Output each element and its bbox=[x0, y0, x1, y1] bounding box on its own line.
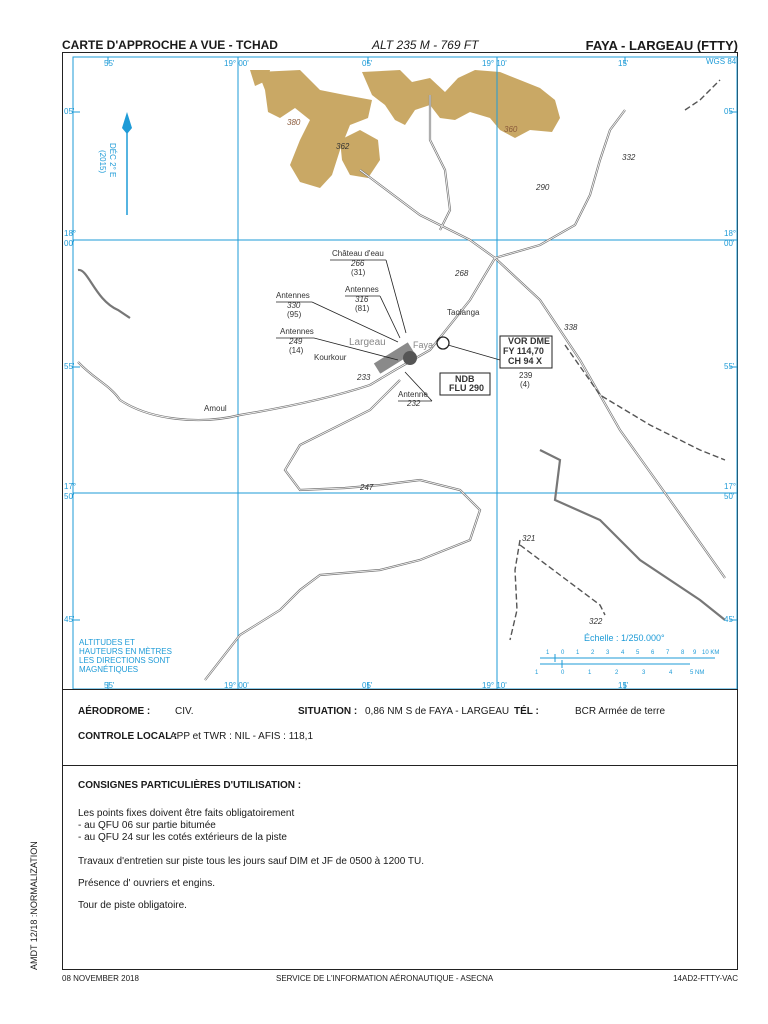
wgs84-label: WGS 84 bbox=[706, 57, 737, 66]
height-268: 268 bbox=[455, 269, 469, 278]
vordme-height: 239 bbox=[519, 371, 533, 380]
tick-top-55: 55' bbox=[104, 59, 115, 68]
tick-bottom-55: 55' bbox=[104, 681, 115, 690]
tel-label: TÉL : bbox=[514, 706, 539, 717]
tick-right-50: 50' bbox=[724, 492, 735, 501]
border-ticks bbox=[73, 57, 737, 689]
tick-bottom-1910: 19° 10' bbox=[482, 681, 507, 690]
note-line-1: ALTITUDES ET bbox=[79, 638, 135, 647]
scale-km-1b: 1 bbox=[576, 650, 580, 656]
footer-date: 08 NOVEMBER 2018 bbox=[62, 974, 139, 983]
obstacle-chateau-name: Château d'eau bbox=[332, 249, 384, 258]
scale-nm-4: 4 bbox=[669, 670, 673, 676]
tick-right-45: 45' bbox=[724, 615, 735, 624]
height-362: 362 bbox=[336, 142, 350, 151]
vordme-line2: FY 114,70 bbox=[503, 346, 544, 356]
place-taolanga: Taolanga bbox=[447, 308, 480, 317]
scale-km-9: 9 bbox=[693, 650, 697, 656]
consignes-p4: Tour de piste obligatoire. bbox=[78, 900, 187, 911]
scale-nm-1b: 1 bbox=[588, 670, 592, 676]
scale-title: Échelle : 1/250.000° bbox=[584, 633, 665, 643]
tick-bottom-15: 15' bbox=[618, 681, 629, 690]
controle-label: CONTROLE LOCAL : bbox=[78, 731, 178, 742]
tel-value: BCR Armée de terre bbox=[575, 706, 666, 717]
scale-km-2: 2 bbox=[591, 650, 595, 656]
consignes-p2: Travaux d'entretien sur piste tous les jours sauf DIM et JF de 0500 à 1200 TU. bbox=[78, 856, 424, 867]
tick-bottom-05: 05' bbox=[362, 681, 373, 690]
vordme-line1: VOR DME bbox=[508, 336, 551, 346]
tick-right-17: 17° bbox=[724, 482, 737, 491]
consignes-p1: Les points fixes doivent être faits obligatoirement bbox=[78, 808, 295, 819]
obstacle-ant1-height: 316 bbox=[355, 295, 369, 304]
tick-left-00: 00' bbox=[64, 239, 75, 248]
scale-nm-2: 2 bbox=[615, 670, 619, 676]
height-233: 233 bbox=[357, 373, 371, 382]
note-line-2: HAUTEURS EN MÈTRES bbox=[79, 647, 172, 656]
scale-km-4: 4 bbox=[621, 650, 625, 656]
scale-nm-5: 5 NM bbox=[690, 670, 705, 676]
info-separator-bottom bbox=[62, 765, 738, 766]
height-360: 360 bbox=[504, 125, 518, 134]
place-faya: Faya bbox=[413, 340, 434, 350]
declination-label: DÉC 2° E bbox=[108, 143, 117, 178]
tick-bottom-1900: 19° 00' bbox=[224, 681, 249, 690]
consignes-section bbox=[78, 780, 698, 922]
tick-top-15: 15' bbox=[618, 59, 629, 68]
height-332: 332 bbox=[622, 153, 636, 162]
airport-name: FAYA - LARGEAU (FTTY) bbox=[585, 38, 738, 53]
obstacle-ant2-name: Antennes bbox=[276, 291, 310, 300]
obstacle-ant3-hauteur: (14) bbox=[289, 346, 304, 355]
consignes-p3: Présence d' ouvriers et engins. bbox=[78, 878, 215, 889]
scale-km-0: 0 bbox=[561, 650, 565, 656]
obstacle-ant3-height: 249 bbox=[289, 337, 303, 346]
tick-right-18: 18° bbox=[724, 229, 737, 238]
consignes-p1b: - au QFU 24 sur les cotés extérieurs de la piste bbox=[78, 832, 287, 843]
obstacle-ant1-name: Antennes bbox=[345, 285, 379, 294]
place-largeau: Largeau bbox=[349, 337, 386, 348]
consignes-title: CONSIGNES PARTICULIÈRES D'UTILISATION : bbox=[78, 780, 302, 791]
note-line-4: MAGNÉTIQUES bbox=[79, 665, 139, 674]
aerodrome-label: AÉRODROME : bbox=[78, 706, 151, 717]
place-kourkour: Kourkour bbox=[314, 353, 347, 362]
obstacle-ant3-name: Antennes bbox=[280, 327, 314, 336]
scale-nm-1: 1 bbox=[535, 670, 539, 676]
tick-right-05: 05' bbox=[724, 107, 735, 116]
tick-left-17: 17° bbox=[64, 482, 77, 491]
scale-km-1: 1 bbox=[546, 650, 550, 656]
info-separator-top bbox=[62, 689, 738, 690]
tick-top-1900: 19° 00' bbox=[224, 59, 249, 68]
height-290: 290 bbox=[536, 183, 550, 192]
scale-km-8: 8 bbox=[681, 650, 685, 656]
chart-title: CARTE D'APPROCHE A VUE - TCHAD bbox=[62, 38, 278, 52]
footer-code: 14AD2-FTTY-VAC bbox=[673, 974, 738, 983]
height-322: 322 bbox=[589, 617, 603, 626]
obstacle-ant1-hauteur: (81) bbox=[355, 304, 370, 313]
scale-nm-3: 3 bbox=[642, 670, 646, 676]
scale-km-7: 7 bbox=[666, 650, 670, 656]
tick-left-50: 50' bbox=[64, 492, 75, 501]
aerodrome-value: CIV. bbox=[175, 706, 194, 717]
note-line-3: LES DIRECTIONS SONT bbox=[79, 656, 171, 665]
scale-km-5: 5 bbox=[636, 650, 640, 656]
tick-right-55: 55' bbox=[724, 362, 735, 371]
declination-arrow bbox=[122, 112, 132, 215]
scale-nm-0: 0 bbox=[561, 670, 565, 676]
tick-left-05: 05' bbox=[64, 107, 75, 116]
amdt-label: AMDT 12/18 :NORMALIZATION bbox=[29, 841, 39, 970]
obstacle-ant4-name: Antenne bbox=[398, 390, 428, 399]
situation-value: 0,86 NM S de FAYA - LARGEAU bbox=[365, 706, 510, 717]
vordme-line3: CH 94 X bbox=[508, 356, 543, 366]
roads-inner bbox=[78, 95, 725, 680]
obstacle-ant2-hauteur: (95) bbox=[287, 310, 302, 319]
consignes-p1a: - au QFU 06 sur partie bitumée bbox=[78, 820, 216, 831]
obstacle-ant2-height: 330 bbox=[287, 301, 301, 310]
declination-year: (2015) bbox=[98, 150, 107, 174]
tick-top-1910: 19° 10' bbox=[482, 59, 507, 68]
height-247: 247 bbox=[360, 483, 374, 492]
footer-service: SERVICE DE L'INFORMATION AÉRONAUTIQUE - ASECNA bbox=[276, 974, 494, 983]
ndb-line2: FLU 290 bbox=[449, 383, 485, 393]
ndb-line1: NDB bbox=[455, 374, 475, 384]
grid-lines bbox=[73, 57, 737, 689]
place-amoul: Amoul bbox=[204, 404, 227, 413]
scale-km-3: 3 bbox=[606, 650, 610, 656]
obstacle-chateau-height: 266 bbox=[351, 259, 365, 268]
vordme-hauteur: (4) bbox=[520, 380, 530, 389]
controle-value: APP et TWR : NIL - AFIS : 118,1 bbox=[170, 731, 314, 742]
altitude-label: ALT 235 M - 769 FT bbox=[372, 38, 479, 52]
map-border bbox=[73, 57, 737, 689]
tick-right-00: 00' bbox=[724, 239, 735, 248]
roads bbox=[78, 95, 725, 680]
tick-left-18: 18° bbox=[64, 229, 77, 238]
tick-left-55: 55' bbox=[64, 362, 75, 371]
obstacle-chateau-hauteur: (31) bbox=[351, 268, 366, 277]
height-321: 321 bbox=[522, 534, 536, 543]
tick-top-05: 05' bbox=[362, 59, 373, 68]
height-380: 380 bbox=[287, 118, 301, 127]
height-338: 338 bbox=[564, 323, 578, 332]
scale-bar bbox=[540, 654, 715, 668]
situation-label: SITUATION : bbox=[298, 706, 358, 717]
scale-km-10: 10 KM bbox=[702, 650, 720, 656]
tick-left-45: 45' bbox=[64, 615, 75, 624]
scale-km-6: 6 bbox=[651, 650, 655, 656]
obstacle-ant4-height: 232 bbox=[407, 399, 421, 408]
